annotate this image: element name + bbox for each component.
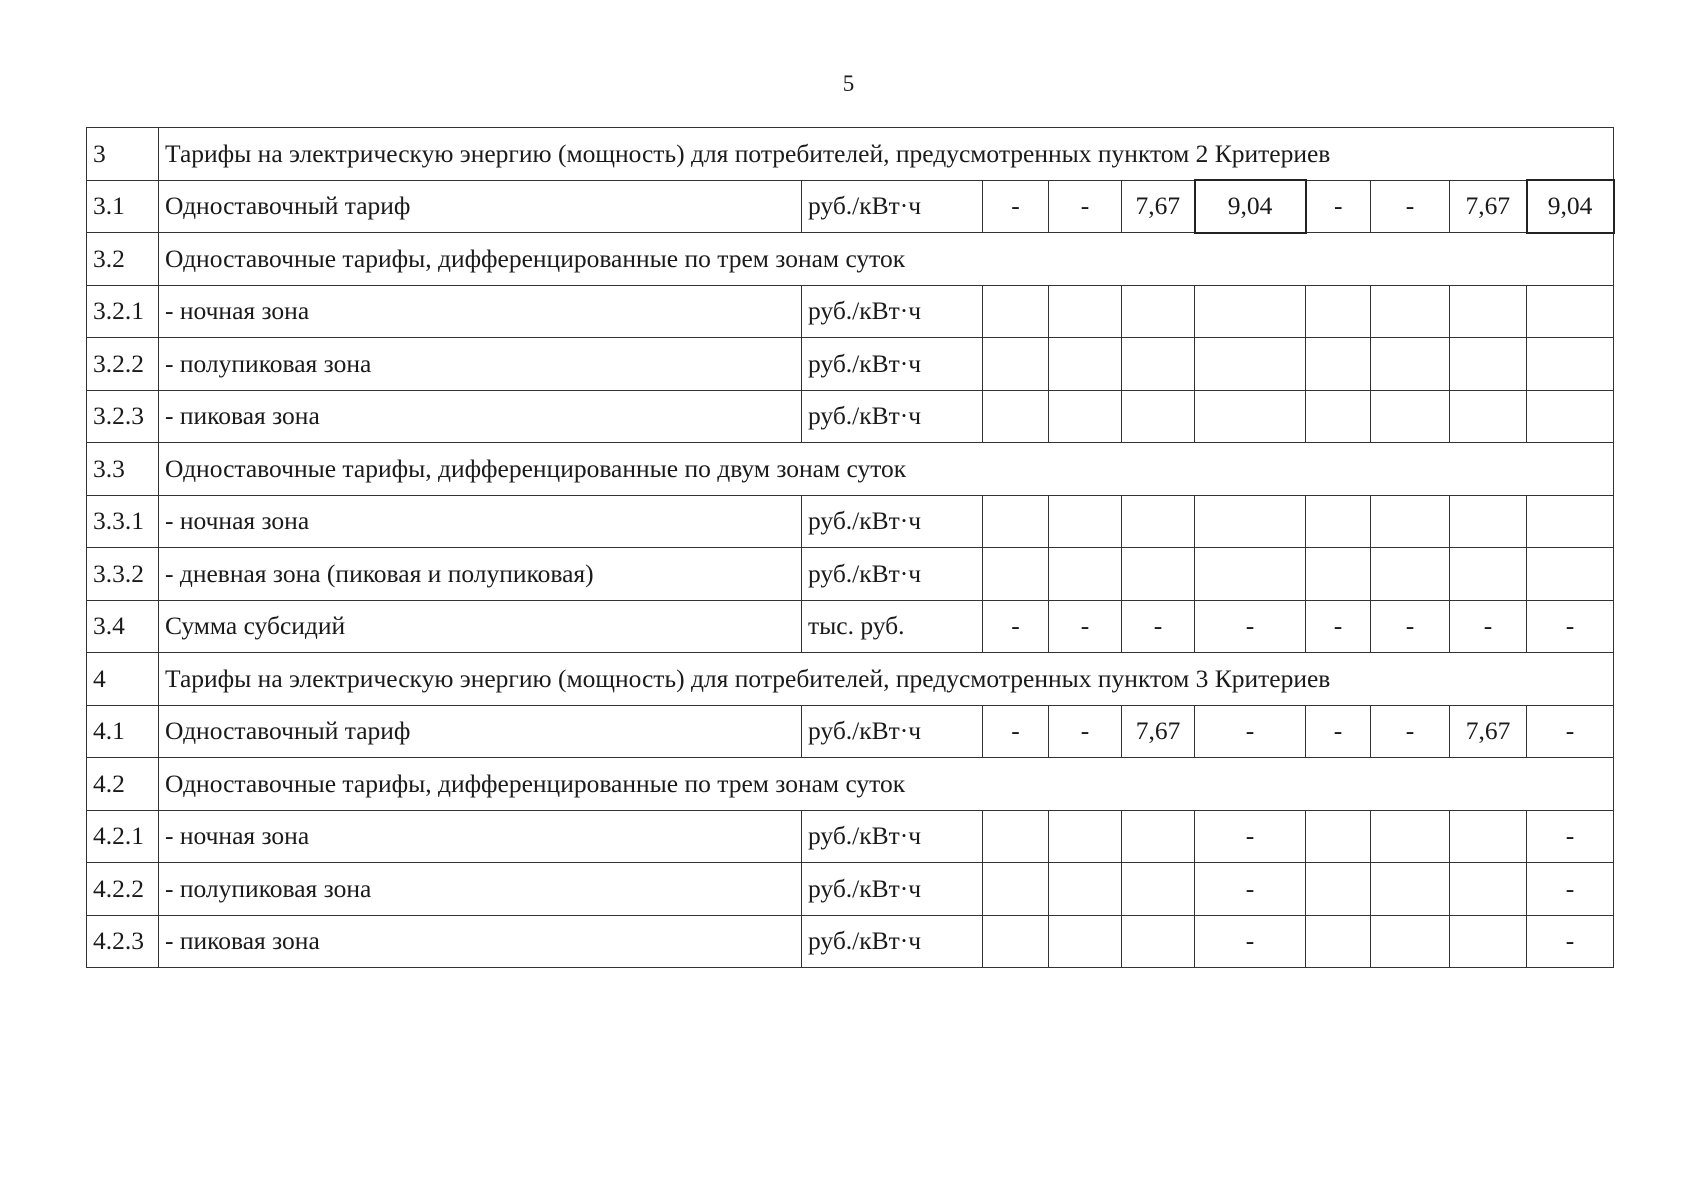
value-cell — [1049, 390, 1122, 443]
value-cell — [1450, 285, 1527, 338]
value-cell: - — [1527, 600, 1614, 653]
value-cell: - — [1122, 600, 1195, 653]
value-cell: - — [983, 180, 1049, 233]
value-cell: - — [1450, 600, 1527, 653]
value-cell: - — [983, 600, 1049, 653]
unit-cell: руб./кВт·ч — [802, 390, 983, 443]
tariff-table — [86, 127, 1615, 968]
row-number-cell: 3.3.2 — [87, 548, 159, 601]
value-cell — [1306, 338, 1371, 391]
value-cell: 9,04 — [1527, 180, 1614, 233]
value-cell — [1122, 915, 1195, 968]
value-cell — [1306, 863, 1371, 916]
value-cell — [1195, 338, 1306, 391]
value-cell — [1049, 863, 1122, 916]
value-cell — [1371, 338, 1450, 391]
value-cell — [1450, 338, 1527, 391]
row-name-cell: - полупиковая зона — [159, 338, 802, 391]
value-cell — [1306, 810, 1371, 863]
value-cell — [1450, 390, 1527, 443]
table-section-row — [87, 443, 1614, 496]
table-row — [87, 600, 1614, 653]
value-cell — [1371, 495, 1450, 548]
value-cell: - — [1306, 600, 1371, 653]
value-cell — [1122, 285, 1195, 338]
value-cell — [983, 390, 1049, 443]
tariff-table-body — [87, 128, 1614, 968]
value-cell — [1049, 338, 1122, 391]
row-number-cell: 3.2.1 — [87, 285, 159, 338]
value-cell — [1371, 285, 1450, 338]
unit-cell: руб./кВт·ч — [802, 915, 983, 968]
section-title-cell: Одноставочные тарифы, дифференцированные по трем зонам суток — [159, 758, 1614, 811]
value-cell: - — [1195, 915, 1306, 968]
value-cell — [1527, 548, 1614, 601]
value-cell — [1122, 495, 1195, 548]
unit-cell: руб./кВт·ч — [802, 863, 983, 916]
value-cell — [1195, 285, 1306, 338]
table-section-row — [87, 653, 1614, 706]
table-section-row — [87, 128, 1614, 181]
value-cell: - — [1527, 705, 1614, 758]
section-title-cell: Тарифы на электрическую энергию (мощность) для потребителей, предусмотренных пунктом 3 Критериев — [159, 653, 1614, 706]
value-cell — [1049, 810, 1122, 863]
row-number-cell: 4 — [87, 653, 159, 706]
row-name-cell: - пиковая зона — [159, 915, 802, 968]
value-cell — [983, 548, 1049, 601]
value-cell: 7,67 — [1122, 705, 1195, 758]
value-cell — [1122, 338, 1195, 391]
value-cell: - — [1371, 705, 1450, 758]
value-cell — [983, 915, 1049, 968]
value-cell — [983, 863, 1049, 916]
value-cell — [1195, 548, 1306, 601]
table-row — [87, 548, 1614, 601]
row-name-cell: Одноставочный тариф — [159, 180, 802, 233]
row-number-cell: 3.3.1 — [87, 495, 159, 548]
table-row — [87, 180, 1614, 233]
value-cell — [1306, 915, 1371, 968]
row-name-cell: - пиковая зона — [159, 390, 802, 443]
row-name-cell: - ночная зона — [159, 495, 802, 548]
unit-cell: руб./кВт·ч — [802, 495, 983, 548]
value-cell: - — [1306, 705, 1371, 758]
value-cell: - — [1195, 705, 1306, 758]
value-cell — [1049, 915, 1122, 968]
value-cell — [1049, 548, 1122, 601]
value-cell: - — [1371, 180, 1450, 233]
table-row — [87, 495, 1614, 548]
value-cell — [1371, 548, 1450, 601]
value-cell — [1122, 863, 1195, 916]
row-name-cell: - ночная зона — [159, 810, 802, 863]
row-number-cell: 4.2 — [87, 758, 159, 811]
row-number-cell: 3.2.3 — [87, 390, 159, 443]
value-cell: 7,67 — [1122, 180, 1195, 233]
value-cell: 9,04 — [1195, 180, 1306, 233]
value-cell — [1195, 495, 1306, 548]
value-cell — [1306, 548, 1371, 601]
section-title-cell: Одноставочные тарифы, дифференцированные по трем зонам суток — [159, 233, 1614, 286]
value-cell — [1527, 390, 1614, 443]
row-number-cell: 4.2.2 — [87, 863, 159, 916]
table-row — [87, 915, 1614, 968]
value-cell — [1122, 390, 1195, 443]
value-cell — [1527, 338, 1614, 391]
value-cell: - — [1049, 705, 1122, 758]
unit-cell: руб./кВт·ч — [802, 285, 983, 338]
value-cell: - — [1527, 915, 1614, 968]
table-row — [87, 705, 1614, 758]
value-cell — [983, 338, 1049, 391]
unit-cell: руб./кВт·ч — [802, 338, 983, 391]
value-cell — [1122, 810, 1195, 863]
value-cell — [1450, 810, 1527, 863]
row-number-cell: 4.2.3 — [87, 915, 159, 968]
value-cell: 7,67 — [1450, 180, 1527, 233]
value-cell: 7,67 — [1450, 705, 1527, 758]
value-cell: - — [1306, 180, 1371, 233]
value-cell — [1049, 495, 1122, 548]
row-number-cell: 4.2.1 — [87, 810, 159, 863]
value-cell — [1371, 863, 1450, 916]
value-cell: - — [1371, 600, 1450, 653]
row-number-cell: 3.4 — [87, 600, 159, 653]
value-cell: - — [983, 705, 1049, 758]
table-row — [87, 863, 1614, 916]
value-cell — [1450, 863, 1527, 916]
row-number-cell: 3 — [87, 128, 159, 181]
row-name-cell: Одноставочный тариф — [159, 705, 802, 758]
table-row — [87, 285, 1614, 338]
value-cell — [1371, 915, 1450, 968]
unit-cell: руб./кВт·ч — [802, 548, 983, 601]
table-section-row — [87, 758, 1614, 811]
value-cell: - — [1527, 863, 1614, 916]
value-cell: - — [1049, 600, 1122, 653]
row-name-cell: - ночная зона — [159, 285, 802, 338]
row-number-cell: 3.2.2 — [87, 338, 159, 391]
row-name-cell: - дневная зона (пиковая и полупиковая) — [159, 548, 802, 601]
value-cell — [1195, 390, 1306, 443]
section-title-cell: Одноставочные тарифы, дифференцированные по двум зонам суток — [159, 443, 1614, 496]
value-cell — [983, 285, 1049, 338]
value-cell — [1450, 495, 1527, 548]
row-number-cell: 3.1 — [87, 180, 159, 233]
value-cell — [1306, 390, 1371, 443]
row-name-cell: Сумма субсидий — [159, 600, 802, 653]
table-row — [87, 338, 1614, 391]
table-section-row — [87, 233, 1614, 286]
value-cell: - — [1195, 863, 1306, 916]
value-cell — [1306, 285, 1371, 338]
value-cell: - — [1049, 180, 1122, 233]
unit-cell: руб./кВт·ч — [802, 180, 983, 233]
table-row — [87, 810, 1614, 863]
value-cell — [1122, 548, 1195, 601]
value-cell: - — [1195, 810, 1306, 863]
value-cell: - — [1195, 600, 1306, 653]
value-cell — [1049, 285, 1122, 338]
value-cell — [1306, 495, 1371, 548]
value-cell — [1371, 810, 1450, 863]
row-name-cell: - полупиковая зона — [159, 863, 802, 916]
section-title-cell: Тарифы на электрическую энергию (мощность) для потребителей, предусмотренных пунктом 2 Критериев — [159, 128, 1614, 181]
value-cell: - — [1527, 810, 1614, 863]
page-number: 5 — [842, 71, 855, 96]
value-cell — [983, 810, 1049, 863]
value-cell — [1450, 915, 1527, 968]
row-number-cell: 4.1 — [87, 705, 159, 758]
unit-cell: руб./кВт·ч — [802, 705, 983, 758]
value-cell — [1527, 285, 1614, 338]
unit-cell: руб./кВт·ч — [802, 810, 983, 863]
value-cell — [1450, 548, 1527, 601]
table-row — [87, 390, 1614, 443]
value-cell — [983, 495, 1049, 548]
value-cell — [1371, 390, 1450, 443]
row-number-cell: 3.3 — [87, 443, 159, 496]
row-number-cell: 3.2 — [87, 233, 159, 286]
value-cell — [1527, 495, 1614, 548]
unit-cell: тыс. руб. — [802, 600, 983, 653]
